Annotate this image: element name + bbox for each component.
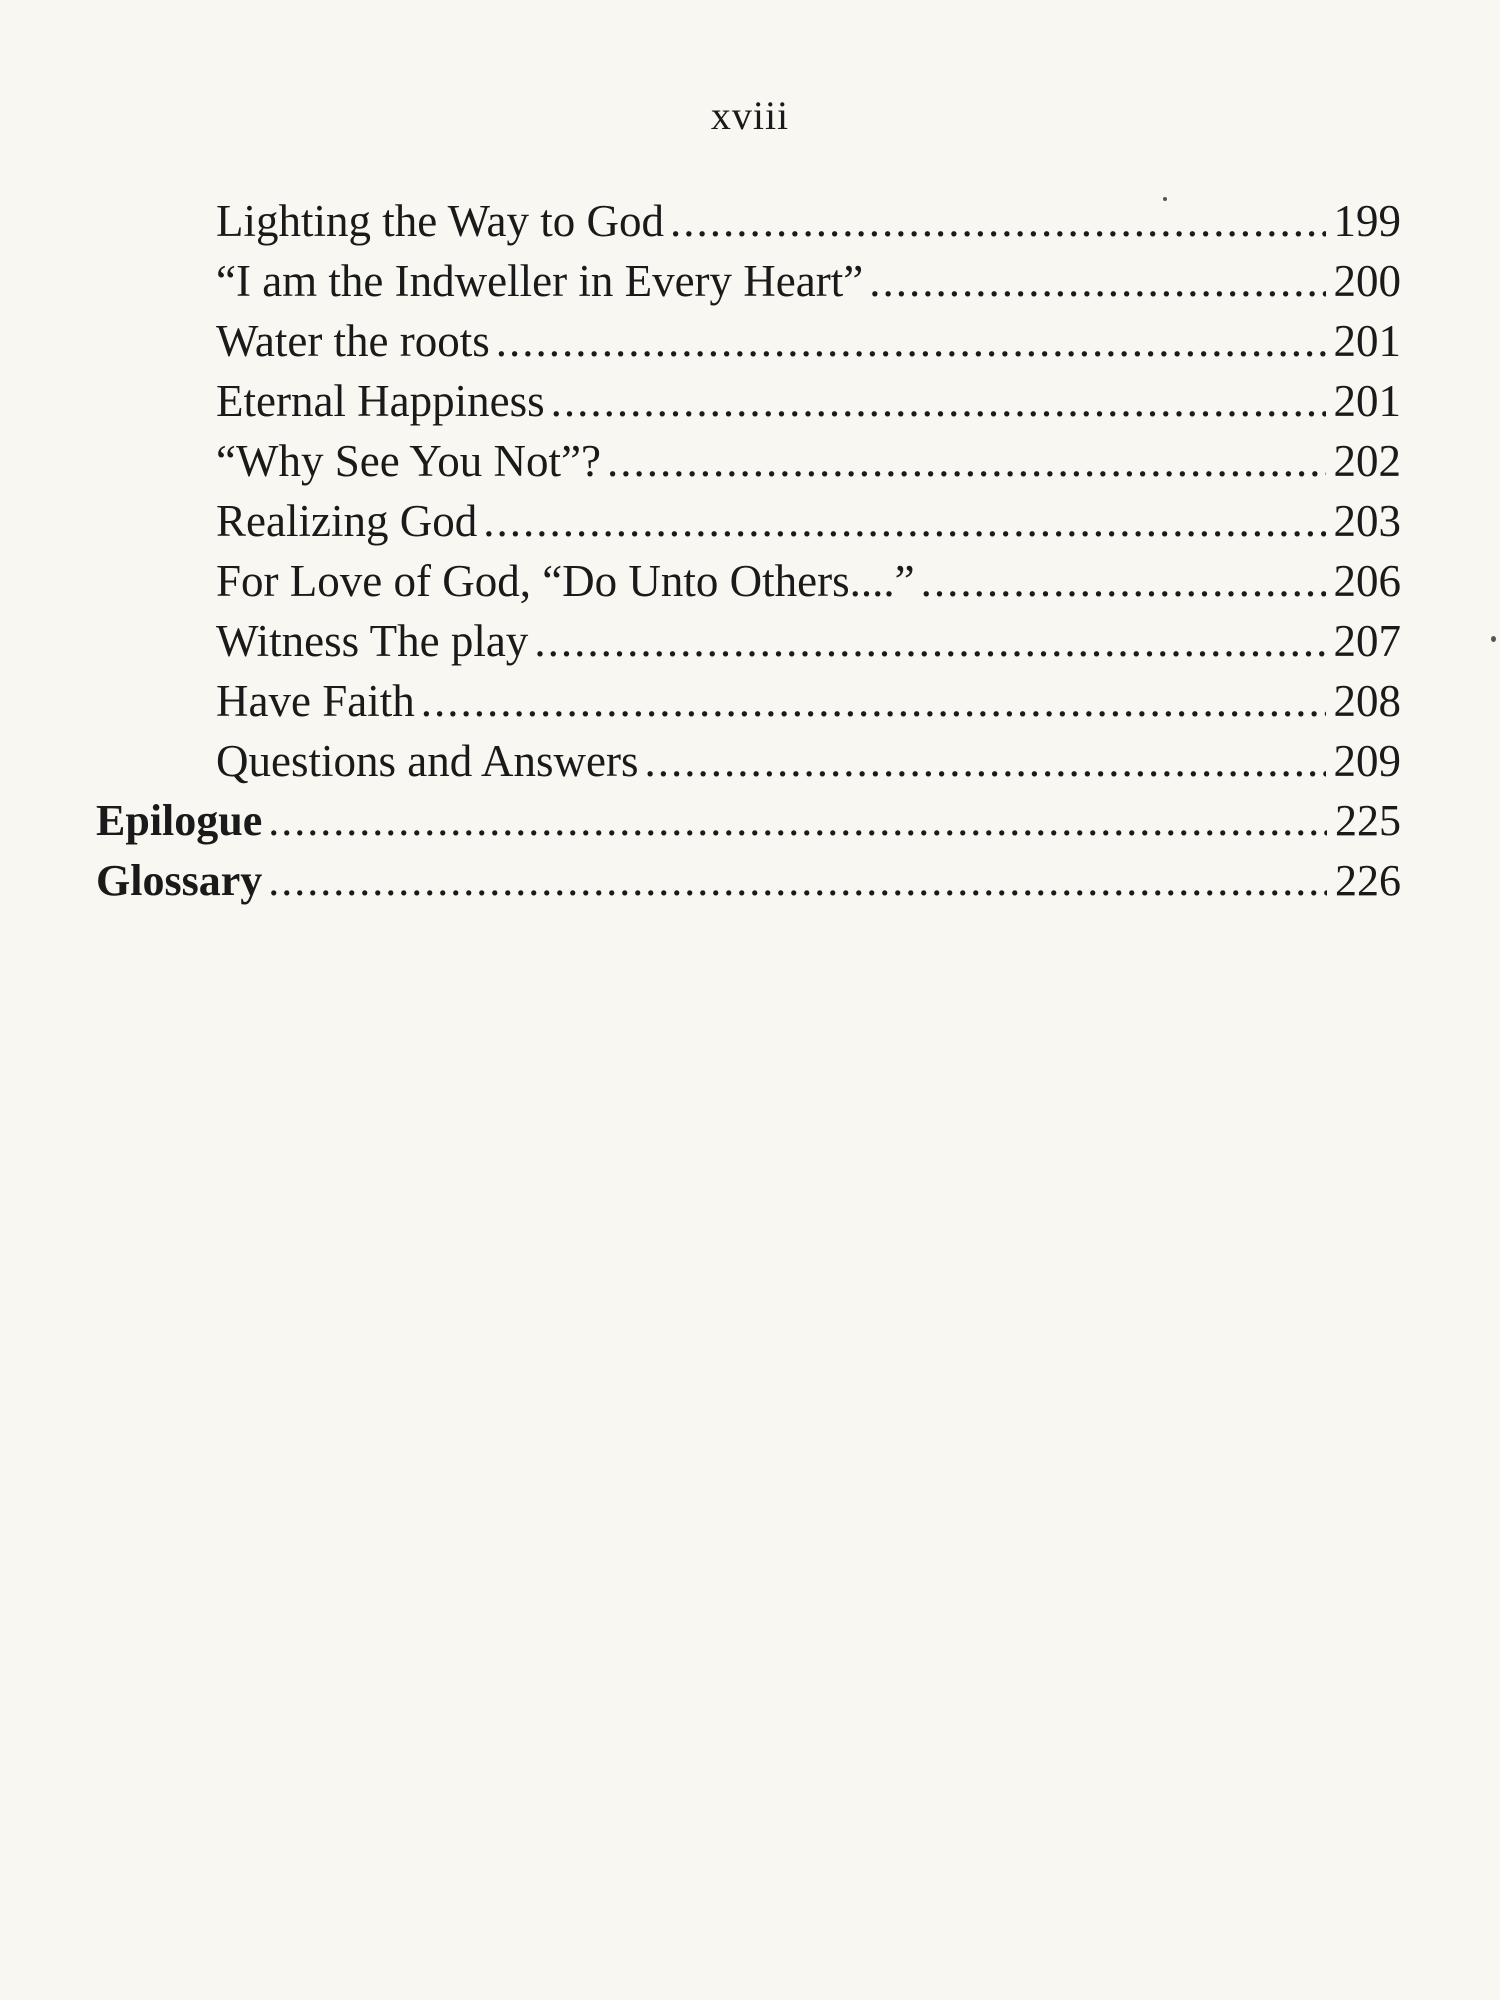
paper-speck bbox=[1491, 636, 1496, 642]
toc-section-entry bbox=[96, 851, 1401, 911]
toc-entry-page: 225 bbox=[1335, 796, 1401, 845]
toc-section-entry bbox=[96, 791, 1401, 851]
toc-entry-title: Glossary bbox=[96, 856, 263, 905]
toc-entry-title: “I am the Indweller in Every Heart” bbox=[216, 256, 864, 306]
toc-entry bbox=[96, 431, 1401, 491]
toc-entry-title: For Love of God, “Do Unto Others....” bbox=[216, 556, 915, 606]
dot-leader bbox=[921, 551, 1326, 611]
toc-entry-page: 201 bbox=[1333, 316, 1401, 366]
toc-entry bbox=[96, 251, 1401, 311]
toc-entry-page: 201 bbox=[1333, 376, 1401, 426]
dot-leader bbox=[670, 191, 1325, 251]
toc-entry-title: Have Faith bbox=[216, 676, 415, 726]
toc-entry-title: Questions and Answers bbox=[216, 736, 639, 786]
toc-entry-page: 199 bbox=[1333, 196, 1401, 246]
toc-entry-title: Witness The play bbox=[216, 616, 529, 666]
dot-leader bbox=[268, 851, 1327, 911]
toc-entry bbox=[96, 191, 1401, 251]
toc-entry bbox=[96, 671, 1401, 731]
toc-entry-title: Eternal Happiness bbox=[216, 376, 545, 426]
toc-entry-title: “Why See You Not”? bbox=[216, 436, 601, 486]
toc-entry-title: Water the roots bbox=[216, 316, 490, 366]
dot-leader bbox=[551, 371, 1326, 431]
dot-leader bbox=[869, 251, 1325, 311]
toc-entry-page: 207 bbox=[1333, 616, 1401, 666]
toc-entry bbox=[96, 371, 1401, 431]
toc-entry-page: 202 bbox=[1333, 436, 1401, 486]
toc-entry-page: 209 bbox=[1333, 736, 1401, 786]
toc-entry bbox=[96, 611, 1401, 671]
table-of-contents bbox=[96, 191, 1401, 911]
toc-entry-title: Lighting the Way to God bbox=[216, 196, 665, 246]
toc-entry-title: Epilogue bbox=[96, 796, 263, 845]
dot-leader bbox=[268, 791, 1327, 851]
dot-leader bbox=[496, 311, 1326, 371]
paper-speck bbox=[1163, 197, 1167, 201]
toc-entry bbox=[96, 311, 1401, 371]
toc-entry-page: 208 bbox=[1333, 676, 1401, 726]
dot-leader bbox=[644, 731, 1325, 791]
toc-entry-page: 203 bbox=[1333, 496, 1401, 546]
toc-entry-page: 226 bbox=[1335, 856, 1401, 905]
dot-leader bbox=[534, 611, 1325, 671]
toc-entry bbox=[96, 731, 1401, 791]
toc-entry-page: 200 bbox=[1333, 256, 1401, 306]
toc-entry bbox=[96, 551, 1401, 611]
dot-leader bbox=[421, 671, 1326, 731]
dot-leader bbox=[483, 491, 1325, 551]
toc-entry-title: Realizing God bbox=[216, 496, 478, 546]
toc-entry bbox=[96, 491, 1401, 551]
page-number: xviii bbox=[710, 93, 790, 138]
dot-leader bbox=[607, 431, 1326, 491]
toc-entry-page: 206 bbox=[1333, 556, 1401, 606]
